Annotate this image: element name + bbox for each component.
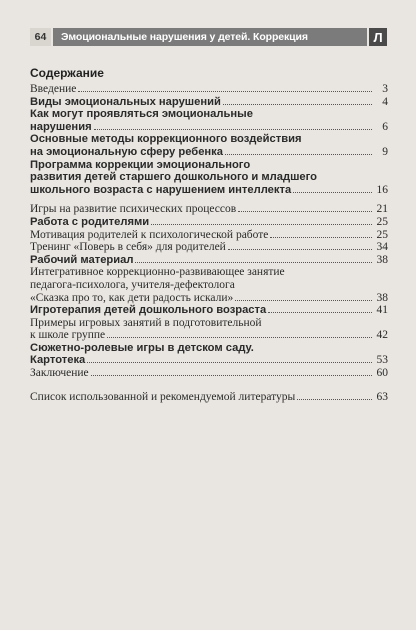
dot-leader: [297, 391, 372, 400]
toc-entry-text: нарушения: [30, 120, 92, 133]
dot-leader: [293, 184, 372, 193]
toc-entry-text: педагога-психолога, учителя-дефектолога: [30, 278, 235, 291]
dot-leader: [151, 216, 372, 225]
toc-entry-text: Мотивация родителей к психологической работе: [30, 228, 269, 241]
toc-entry-text: Сюжетно-ролевые игры в детском саду.: [30, 341, 254, 354]
toc-page-number: 6: [382, 120, 388, 133]
toc-page-number: 38: [376, 291, 388, 304]
toc-entry-text: Заключение: [30, 367, 89, 380]
running-title: Эмоциональные нарушения у детей. Коррекция: [61, 31, 308, 43]
publisher-logo: Л: [367, 28, 387, 46]
toc-entry: [30, 391, 388, 404]
dot-leader: [78, 83, 372, 92]
toc-entry-text: развития детей старшего дошкольного и младшего: [30, 171, 318, 184]
table-of-contents: [30, 83, 388, 403]
toc-page-number: 38: [376, 253, 388, 266]
toc-entry: [30, 159, 388, 197]
dot-leader: [91, 367, 372, 376]
dot-leader: [223, 96, 372, 105]
toc-entry-text: «Сказка про то, как дети радость искали»: [30, 291, 234, 304]
toc-entry: [30, 241, 388, 254]
toc-entry-text: Примеры игровых занятий в подготовительной: [30, 316, 262, 329]
toc-page-number: 60: [376, 367, 388, 380]
toc-page-number: 16: [376, 183, 388, 196]
toc-entry: [30, 133, 388, 158]
toc-entry-text: Список использованной и рекомендуемой литературы: [30, 390, 296, 403]
toc-entry: [30, 342, 388, 367]
toc-entry-text: Картотека: [30, 354, 86, 367]
toc-page-number: 25: [376, 215, 388, 228]
toc-entry-text: Введение: [30, 83, 77, 95]
toc-entry-text: на эмоциональную сферу ребенка: [30, 145, 223, 158]
page-number: 64: [30, 28, 53, 46]
toc-page-number: 3: [382, 83, 388, 95]
toc-entry-text: к школе группе: [30, 329, 106, 342]
toc-entry: [30, 96, 388, 109]
toc-entry-text: Тренинг «Поверь в себя» для родителей: [30, 241, 226, 254]
toc-entry: [30, 108, 388, 133]
toc-entry: [30, 304, 388, 317]
toc-page-number: 21: [376, 203, 388, 216]
toc-entry-text: Рабочий материал: [30, 253, 134, 266]
toc-page-number: 34: [376, 241, 388, 254]
dot-leader: [225, 146, 372, 155]
toc-entry-text: Как могут проявляться эмоциональные: [30, 108, 253, 121]
toc-entry: [30, 367, 388, 380]
toc-entry-text: Основные методы коррекционного воздействия: [30, 133, 302, 146]
running-header: [30, 28, 387, 46]
toc-entry: [30, 83, 388, 96]
dot-leader: [107, 329, 372, 338]
toc-entry: [30, 203, 388, 216]
toc-page-number: 4: [382, 95, 388, 108]
toc-entry: [30, 317, 388, 342]
toc-entry: [30, 216, 388, 229]
toc-entry-text: Работа с родителями: [30, 215, 150, 228]
toc-heading: Содержание: [30, 66, 104, 80]
toc-page-number: 42: [376, 329, 388, 342]
dot-leader: [94, 121, 372, 130]
dot-leader: [87, 354, 372, 363]
dot-leader: [238, 203, 372, 212]
toc-entry-text: Интегративное коррекционно-развивающее занятие: [30, 266, 285, 279]
toc-page-number: 63: [376, 390, 388, 403]
toc-entry: [30, 266, 388, 304]
toc-entry: [30, 229, 388, 242]
toc-page-number: 25: [376, 228, 388, 241]
toc-entry-text: школьного возраста с нарушением интеллекта: [30, 183, 292, 196]
dot-leader: [268, 304, 372, 313]
toc-entry-text: Программа коррекции эмоционального: [30, 158, 251, 171]
toc-page-number: 53: [376, 354, 388, 367]
toc-entry-text: Виды эмоциональных нарушений: [30, 95, 221, 108]
dot-leader: [270, 229, 372, 238]
toc-entry-text: Игротерапия детей дошкольного возраста: [30, 304, 267, 317]
toc-entry-text: Игры на развитие психических процессов: [30, 203, 237, 216]
toc-page-number: 9: [382, 145, 388, 158]
dot-leader: [235, 292, 372, 301]
toc-entry: [30, 254, 388, 267]
dot-leader: [135, 254, 372, 263]
toc-page-number: 41: [376, 304, 388, 317]
dot-leader: [228, 241, 372, 250]
